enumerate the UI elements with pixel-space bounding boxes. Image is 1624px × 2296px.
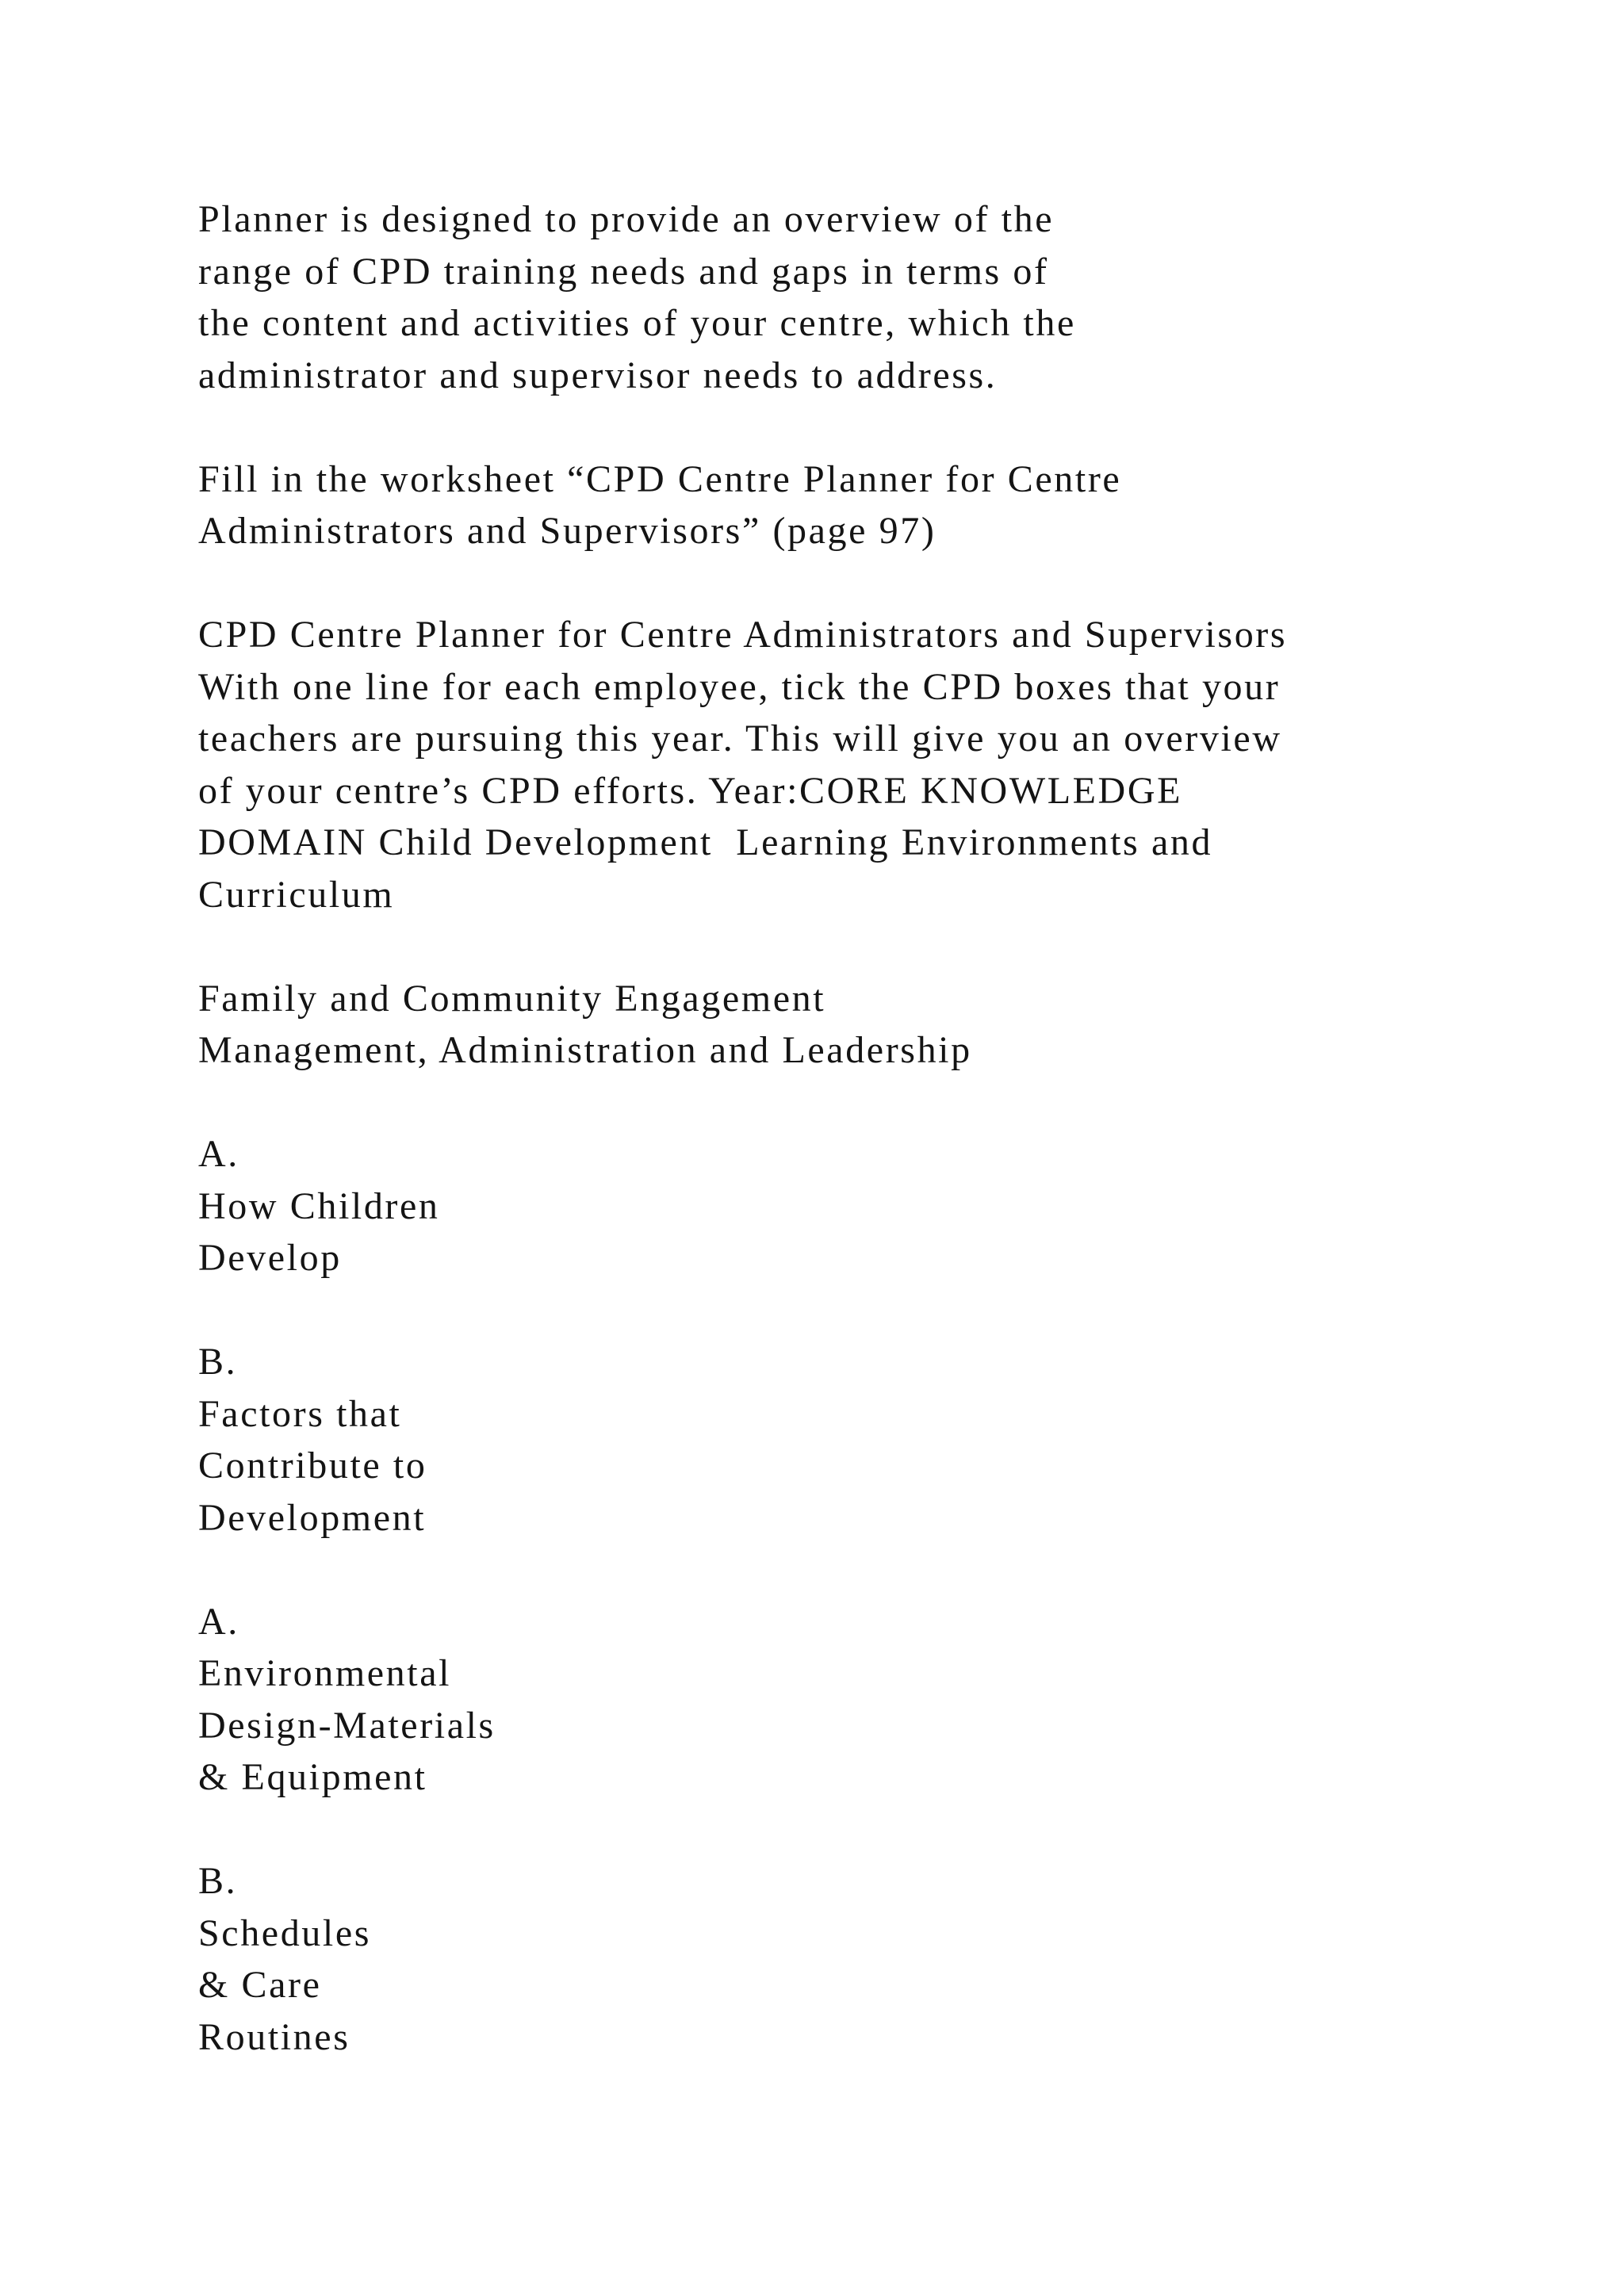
text-line: administrator and supervisor needs to address. bbox=[198, 354, 998, 396]
text-line: Design-Materials bbox=[198, 1704, 496, 1747]
text-line: teachers are pursuing this year. This will give you an overview bbox=[198, 718, 1282, 760]
text-line: DOMAIN Child Development Learning Environments and bbox=[198, 821, 1213, 863]
text-line: A. bbox=[198, 1133, 239, 1175]
text-line: Fill in the worksheet “CPD Centre Planner for Centre bbox=[198, 457, 1122, 500]
text-line: of your centre’s CPD efforts. Year:CORE KNOWLEDGE bbox=[198, 769, 1183, 812]
document-body bbox=[198, 193, 1546, 2063]
text-line: Schedules bbox=[198, 1911, 372, 1954]
text-line: Family and Community Engagement bbox=[198, 977, 826, 1020]
text-line: Environmental bbox=[198, 1652, 452, 1694]
text-line: Administrators and Supervisors” (page 97) bbox=[198, 510, 936, 552]
text-line: range of CPD training needs and gaps in terms of bbox=[198, 250, 1049, 293]
text-line: With one line for each employee, tick the CPD boxes that your bbox=[198, 665, 1281, 708]
text-line: A. bbox=[198, 1600, 239, 1643]
text-line: How Children bbox=[198, 1184, 440, 1227]
text-line: CPD Centre Planner for Centre Administrators and Supervisors bbox=[198, 614, 1288, 656]
text-line: & Care bbox=[198, 1964, 322, 2006]
paragraph-gap bbox=[198, 1804, 1546, 1856]
text-line: the content and activities of your centre, which the bbox=[198, 302, 1076, 344]
paragraph-gap bbox=[198, 1284, 1546, 1337]
paragraph-gap bbox=[198, 920, 1546, 973]
paragraph-gap bbox=[198, 557, 1546, 610]
paragraph-gap bbox=[198, 401, 1546, 453]
text-line: Develop bbox=[198, 1237, 342, 1279]
text-line: B. bbox=[198, 1860, 238, 1902]
paragraph-gap bbox=[198, 1544, 1546, 1596]
text-line: Factors that bbox=[198, 1392, 402, 1435]
text-line: B. bbox=[198, 1341, 238, 1383]
text-line: & Equipment bbox=[198, 1756, 427, 1798]
text-line: Management, Administration and Leadership bbox=[198, 1029, 972, 1071]
text-line: Contribute to bbox=[198, 1445, 427, 1487]
text-line: Development bbox=[198, 1496, 427, 1539]
text-line: Planner is designed to provide an overview of the bbox=[198, 198, 1055, 240]
text-line: Routines bbox=[198, 2015, 350, 2058]
text-line: Curriculum bbox=[198, 873, 395, 916]
paragraph-gap bbox=[198, 1077, 1546, 1129]
